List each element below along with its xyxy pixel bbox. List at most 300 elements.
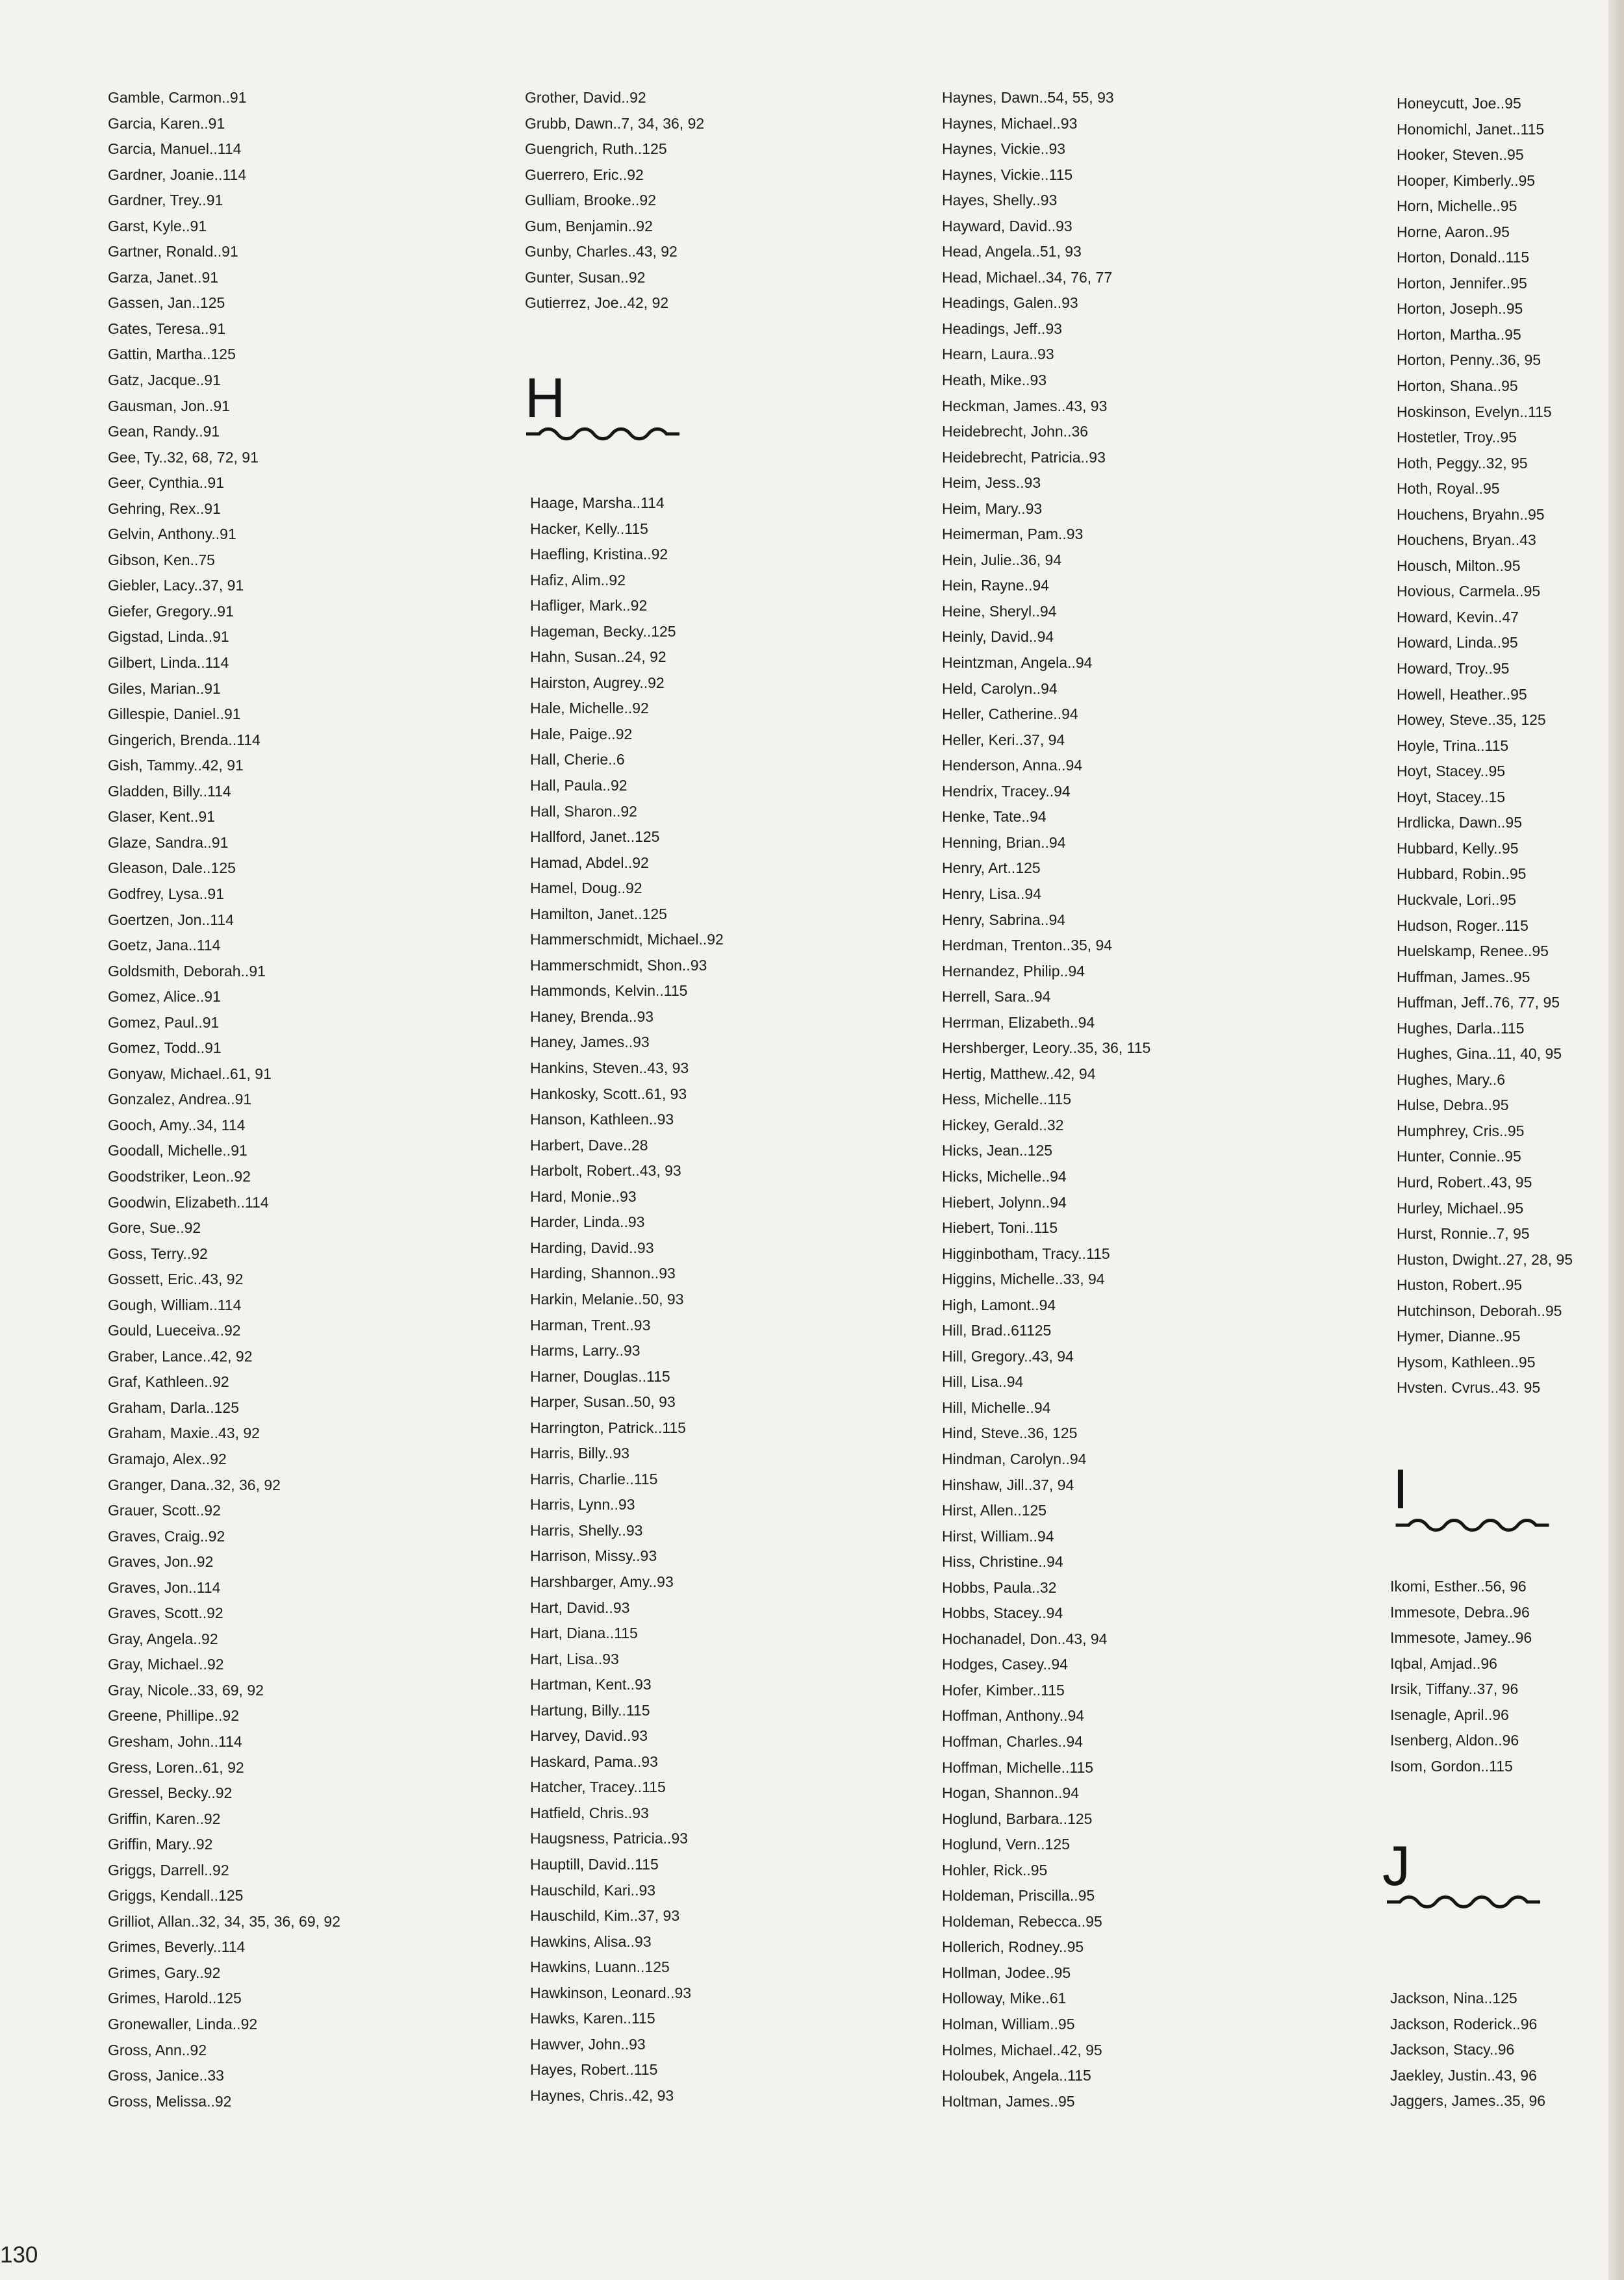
index-entry: Horton, Jennifer..95 <box>1397 274 1527 292</box>
index-entry: Giles, Marian..91 <box>108 679 221 697</box>
index-entry: Gunter, Susan..92 <box>525 268 646 286</box>
index-entry: Gomez, Alice..91 <box>108 988 221 1006</box>
index-entry: Gates, Teresa..91 <box>108 320 226 337</box>
index-entry: Higgins, Michelle..33, 94 <box>942 1271 1105 1288</box>
page-edge <box>1608 0 1624 2280</box>
index-entry: Gould, Lueceiva..92 <box>108 1322 241 1339</box>
index-entry: Heller, Keri..37, 94 <box>942 731 1065 748</box>
index-entry: Gronewaller, Linda..92 <box>108 2016 258 2033</box>
index-entry: Hall, Paula..92 <box>530 777 628 794</box>
index-entry: Jackson, Nina..125 <box>1390 1990 1517 2007</box>
index-entry: Hoglund, Barbara..125 <box>942 1810 1093 1827</box>
index-entry: Hochanadel, Don..43, 94 <box>942 1630 1108 1647</box>
index-entry: Howard, Kevin..47 <box>1397 608 1519 626</box>
index-entry: Goodwin, Elizabeth..114 <box>108 1193 269 1211</box>
index-entry: Honeycutt, Joe..95 <box>1397 95 1521 112</box>
index-entry: Haynes, Vickie..93 <box>942 140 1066 158</box>
index-entry: Hiss, Christine..94 <box>942 1553 1063 1571</box>
index-entry: Haugsness, Patricia..93 <box>530 1830 688 1847</box>
index-entry: Haynes, Michael..93 <box>942 114 1078 132</box>
index-entry: Hershberger, Leory..35, 36, 115 <box>942 1039 1151 1057</box>
index-entry: Hubbard, Kelly..95 <box>1397 839 1519 857</box>
index-entry: Isenberg, Aldon..96 <box>1390 1732 1519 1749</box>
index-entry: Hovious, Carmela..95 <box>1397 583 1541 600</box>
index-entry: Hutchinson, Deborah..95 <box>1397 1302 1562 1319</box>
index-entry: Henderson, Anna..94 <box>942 757 1083 774</box>
index-entry: Hobbs, Stacey..94 <box>942 1604 1063 1622</box>
index-entry: Hill, Gregory..43, 94 <box>942 1347 1074 1365</box>
index-entry: Isom, Gordon..115 <box>1390 1757 1513 1775</box>
index-entry: Gausman, Jon..91 <box>108 397 230 414</box>
index-entry: Hernandez, Philip..94 <box>942 962 1085 980</box>
index-column-4 <box>1397 91 1573 1401</box>
index-entry: Hall, Cherie..6 <box>530 751 625 768</box>
index-entry: Gamble, Carmon..91 <box>108 89 247 106</box>
index-entry: Horton, Penny..36, 95 <box>1397 351 1542 369</box>
index-entry: Henry, Art..125 <box>942 859 1041 877</box>
index-entry: Hahn, Susan..24, 92 <box>530 648 666 666</box>
index-entry: Graham, Maxie..43, 92 <box>108 1425 260 1442</box>
index-entry: Haefling, Kristina..92 <box>530 546 668 563</box>
index-entry: Holdeman, Priscilla..95 <box>942 1887 1095 1905</box>
index-entry: Henning, Brian..94 <box>942 833 1066 851</box>
index-entry: Garcia, Manuel..114 <box>108 140 242 158</box>
index-entry: Griffin, Karen..92 <box>108 1810 221 1827</box>
index-entry: Iqbal, Amjad..96 <box>1390 1654 1497 1672</box>
index-entry: Harkin, Melanie..50, 93 <box>530 1290 684 1308</box>
index-entry: Holman, William..95 <box>942 2016 1075 2033</box>
index-entry: Hageman, Becky..125 <box>530 622 676 640</box>
index-entry: Grimes, Harold..125 <box>108 1990 242 2007</box>
index-entry: Hoyt, Stacey..15 <box>1397 788 1506 805</box>
index-entry: Hicks, Jean..125 <box>942 1142 1053 1159</box>
index-entry: Hein, Julie..36, 94 <box>942 551 1062 568</box>
index-entry: Hauptill, David..115 <box>530 1855 659 1873</box>
index-entry: Godfrey, Lysa..91 <box>108 885 224 902</box>
index-entry: Hollerich, Rodney..95 <box>942 1938 1084 1956</box>
index-entry: Graf, Kathleen..92 <box>108 1373 229 1391</box>
index-entry: Honomichl, Janet..115 <box>1397 120 1545 138</box>
index-entry: Hayward, David..93 <box>942 217 1072 234</box>
index-entry: Griggs, Darrell..92 <box>108 1861 229 1879</box>
index-entry: Hafliger, Mark..92 <box>530 597 648 614</box>
wave-ornament-icon <box>1382 1894 1545 1910</box>
index-entry: Gattin, Martha..125 <box>108 346 236 363</box>
index-entry: Hale, Michelle..92 <box>530 700 649 717</box>
index-entry: Hendrix, Tracey..94 <box>942 782 1071 800</box>
index-entry: Hawks, Karen..115 <box>530 2010 655 2027</box>
index-entry: Hindman, Carolyn..94 <box>942 1450 1087 1467</box>
index-entry: Giefer, Gregory..91 <box>108 602 234 620</box>
index-entry: Horton, Shana..95 <box>1397 377 1518 395</box>
index-entry: Hein, Rayne..94 <box>942 577 1049 594</box>
index-entry: Hill, Brad..61125 <box>942 1322 1052 1339</box>
letter-j-heading: J <box>1382 1835 1410 1897</box>
index-entry: Head, Angela..51, 93 <box>942 243 1082 260</box>
index-entry: Heim, Jess..93 <box>942 474 1041 492</box>
index-entry: Hodges, Casey..94 <box>942 1656 1068 1673</box>
index-entry: Houchens, Bryan..43 <box>1397 531 1536 549</box>
index-entry: Gassen, Jan..125 <box>108 294 225 312</box>
index-entry: Hvsten. Cvrus..43. 95 <box>1397 1379 1541 1397</box>
index-entry: Hooper, Kimberly..95 <box>1397 171 1536 189</box>
index-entry: Holdeman, Rebecca..95 <box>942 1912 1102 1930</box>
index-entry: Hafiz, Alim..92 <box>530 571 626 589</box>
index-entry: Harbolt, Robert..43, 93 <box>530 1162 681 1180</box>
index-entry: Gulliam, Brooke..92 <box>525 192 656 209</box>
index-entry: Goss, Terry..92 <box>108 1245 208 1262</box>
index-entry: Huckvale, Lori..95 <box>1397 891 1517 908</box>
index-entry: Gehring, Rex..91 <box>108 500 221 517</box>
letter-h-heading: H <box>525 367 566 429</box>
index-entry: Greene, Phillipe..92 <box>108 1707 240 1725</box>
index-entry: Gonzalez, Andrea..91 <box>108 1091 252 1108</box>
index-entry: Griggs, Kendall..125 <box>108 1887 244 1905</box>
index-entry: Hairston, Augrey..92 <box>530 674 665 691</box>
index-entry: Gore, Sue..92 <box>108 1219 201 1237</box>
index-entry: Hayes, Shelly..93 <box>942 192 1058 209</box>
index-entry: Hoffman, Michelle..115 <box>942 1758 1094 1776</box>
index-entry: Harshbarger, Amy..93 <box>530 1573 674 1590</box>
letter-i-heading: I <box>1393 1458 1408 1521</box>
index-entry: Haskard, Pama..93 <box>530 1753 658 1770</box>
index-entry: Hankins, Steven..43, 93 <box>530 1059 689 1077</box>
index-entry: Holloway, Mike..61 <box>942 1990 1067 2007</box>
index-entry: Garst, Kyle..91 <box>108 217 207 234</box>
index-entry: Gomez, Paul..91 <box>108 1013 220 1031</box>
index-entry: Hatcher, Tracey..115 <box>530 1779 666 1796</box>
index-entry: Heller, Catherine..94 <box>942 705 1078 723</box>
index-entry: Hughes, Mary..6 <box>1397 1070 1506 1088</box>
index-entry: Hobbs, Paula..32 <box>942 1578 1057 1596</box>
index-entry: Hoglund, Vern..125 <box>942 1836 1070 1853</box>
index-entry: Hurley, Michael..95 <box>1397 1199 1524 1217</box>
index-entry: Hammonds, Kelvin..115 <box>530 982 688 1000</box>
index-entry: Horn, Michelle..95 <box>1397 197 1517 215</box>
index-entry: Howard, Linda..95 <box>1397 634 1518 652</box>
index-entry: Harbert, Dave..28 <box>530 1136 648 1154</box>
index-entry: Gough, William..114 <box>108 1296 242 1313</box>
index-entry: Geer, Cynthia..91 <box>108 474 224 492</box>
index-entry: Heinly, David..94 <box>942 628 1054 646</box>
index-entry: Haynes, Chris..42, 93 <box>530 2086 674 2104</box>
index-entry: Hiebert, Toni..115 <box>942 1219 1058 1237</box>
section-letter-h <box>525 367 681 442</box>
index-entry: Hall, Sharon..92 <box>530 802 637 820</box>
index-entry: Garza, Janet..91 <box>108 268 219 286</box>
index-entry: Harris, Billy..93 <box>530 1445 629 1462</box>
index-entry: Head, Michael..34, 76, 77 <box>942 268 1113 286</box>
index-entry: Immesote, Jamey..96 <box>1390 1629 1532 1647</box>
wave-ornament-icon <box>525 426 681 442</box>
index-entry: Horton, Joseph..95 <box>1397 300 1523 318</box>
index-entry: Hughes, Gina..11, 40, 95 <box>1397 1045 1562 1063</box>
index-entry: Gress, Loren..61, 92 <box>108 1758 244 1776</box>
index-entry: Harman, Trent..93 <box>530 1316 651 1334</box>
index-entry: Gross, Janice..33 <box>108 2067 224 2084</box>
index-entry: Ikomi, Esther..56, 96 <box>1390 1578 1527 1595</box>
index-entry: Hartman, Kent..93 <box>530 1676 652 1693</box>
index-entry: Heath, Mike..93 <box>942 372 1047 389</box>
index-entry: Gingerich, Brenda..114 <box>108 731 260 748</box>
index-entry: Jaggers, James..35, 96 <box>1390 2092 1546 2110</box>
index-entry: Henry, Lisa..94 <box>942 885 1041 902</box>
section-letter-i <box>1393 1458 1552 1533</box>
index-entry: Gray, Nicole..33, 69, 92 <box>108 1681 264 1699</box>
index-entry: Gutierrez, Joe..42, 92 <box>525 294 669 312</box>
index-entry: Horton, Martha..95 <box>1397 325 1521 343</box>
index-entry: Hoffman, Anthony..94 <box>942 1707 1085 1725</box>
index-column-4-j <box>1390 1986 1545 2114</box>
index-entry: Headings, Galen..93 <box>942 294 1078 312</box>
index-entry: Hill, Michelle..94 <box>942 1399 1051 1416</box>
index-entry: Howard, Troy..95 <box>1397 660 1510 678</box>
index-entry: Jackson, Roderick..96 <box>1390 2015 1538 2033</box>
index-entry: Hart, Lisa..93 <box>530 1650 619 1667</box>
index-entry: Held, Carolyn..94 <box>942 679 1058 697</box>
index-entry: Hickey, Gerald..32 <box>942 1116 1064 1134</box>
index-entry: Goldsmith, Deborah..91 <box>108 962 266 980</box>
index-entry: Gresham, John..114 <box>108 1733 242 1750</box>
index-entry: Goertzen, Jon..114 <box>108 911 234 928</box>
index-entry: Hallford, Janet..125 <box>530 828 660 846</box>
index-entry: Hubbard, Robin..95 <box>1397 865 1527 883</box>
index-entry: Hirst, William..94 <box>942 1527 1054 1545</box>
index-entry: Huffman, Jeff..76, 77, 95 <box>1397 994 1560 1011</box>
index-entry: Immesote, Debra..96 <box>1390 1603 1530 1621</box>
index-entry: Gatz, Jacque..91 <box>108 372 221 389</box>
index-entry: Gooch, Amy..34, 114 <box>108 1116 246 1134</box>
index-entry: Hard, Monie..93 <box>530 1187 637 1205</box>
index-entry: Harvey, David..93 <box>530 1727 648 1745</box>
index-entry: Jaekley, Justin..43, 96 <box>1390 2066 1537 2084</box>
index-entry: Giebler, Lacy..37, 91 <box>108 577 244 594</box>
index-entry: Isenagle, April..96 <box>1390 1706 1509 1723</box>
index-entry: Haney, James..93 <box>530 1033 650 1051</box>
index-entry: Henry, Sabrina..94 <box>942 911 1066 928</box>
index-entry: Hoffman, Charles..94 <box>942 1733 1083 1750</box>
index-column-3 <box>942 85 1150 2114</box>
index-entry: Hertig, Matthew..42, 94 <box>942 1065 1096 1082</box>
index-entry: Hale, Paige..92 <box>530 725 633 742</box>
index-entry: Higginbotham, Tracy..115 <box>942 1245 1110 1262</box>
index-entry: Graham, Darla..125 <box>108 1399 239 1416</box>
index-entry: Heine, Sheryl..94 <box>942 602 1057 620</box>
index-entry: Gladden, Billy..114 <box>108 782 231 800</box>
index-entry: Hawkinson, Leonard..93 <box>530 1984 692 2001</box>
index-entry: Heidebrecht, John..36 <box>942 423 1089 440</box>
index-entry: Hulse, Debra..95 <box>1397 1096 1509 1114</box>
index-entry: Grother, David..92 <box>525 89 646 106</box>
index-entry: Harding, Shannon..93 <box>530 1265 676 1282</box>
index-entry: Humphrey, Cris..95 <box>1397 1122 1525 1139</box>
index-entry: Hymer, Dianne..95 <box>1397 1328 1521 1345</box>
index-entry: Gigstad, Linda..91 <box>108 628 229 646</box>
index-entry: Hacker, Kelly..115 <box>530 520 648 537</box>
index-entry: Herrman, Elizabeth..94 <box>942 1013 1095 1031</box>
index-entry: Hamilton, Janet..125 <box>530 905 667 922</box>
g-continued-list <box>525 85 704 316</box>
index-entry: Guerrero, Eric..92 <box>525 166 644 183</box>
index-entry: Harper, Susan..50, 93 <box>530 1393 676 1411</box>
index-entry: Gee, Ty..32, 68, 72, 91 <box>108 448 259 466</box>
index-entry: Gibson, Ken..75 <box>108 551 215 568</box>
index-entry: Hamad, Abdel..92 <box>530 854 649 871</box>
index-entry: Hart, Diana..115 <box>530 1625 638 1642</box>
index-entry: Heim, Mary..93 <box>942 500 1043 517</box>
index-entry: Heimerman, Pam..93 <box>942 526 1084 543</box>
index-entry: Hughes, Darla..115 <box>1397 1019 1525 1037</box>
index-entry: Harms, Larry..93 <box>530 1342 641 1360</box>
index-entry: Huston, Dwight..27, 28, 95 <box>1397 1250 1573 1268</box>
index-entry: Gross, Ann..92 <box>108 2041 207 2058</box>
index-entry: Goodstriker, Leon..92 <box>108 1167 251 1185</box>
index-entry: Hawkins, Luann..125 <box>530 1958 670 1976</box>
wave-ornament-icon <box>1393 1517 1552 1533</box>
index-entry: Graves, Jon..114 <box>108 1578 221 1596</box>
index-entry: Harris, Shelly..93 <box>530 1521 643 1539</box>
index-entry: Griffin, Mary..92 <box>108 1836 213 1853</box>
index-entry: Gleason, Dale..125 <box>108 859 236 877</box>
index-entry: Hinshaw, Jill..37, 94 <box>942 1476 1074 1493</box>
index-entry: Harrington, Patrick..115 <box>530 1419 686 1436</box>
index-entry: Hurd, Robert..43, 95 <box>1397 1173 1532 1191</box>
index-entry: Harder, Linda..93 <box>530 1213 645 1231</box>
index-entry: Holoubek, Angela..115 <box>942 2067 1091 2084</box>
index-entry: Hudson, Roger..115 <box>1397 917 1529 934</box>
index-entry: Herrell, Sara..94 <box>942 988 1051 1006</box>
index-entry: Henke, Tate..94 <box>942 808 1047 826</box>
index-entry: Harner, Douglas..115 <box>530 1367 670 1385</box>
index-entry: Jackson, Stacy..96 <box>1390 2041 1515 2058</box>
index-entry: Gilbert, Linda..114 <box>108 654 229 672</box>
index-entry: Hamel, Doug..92 <box>530 880 642 897</box>
index-entry: Graves, Scott..92 <box>108 1604 223 1622</box>
index-entry: Irsik, Tiffany..37, 96 <box>1390 1680 1519 1698</box>
index-entry: Harding, David..93 <box>530 1239 654 1256</box>
index-entry: Hoth, Peggy..32, 95 <box>1397 454 1528 472</box>
index-entry: Graves, Jon..92 <box>108 1553 214 1571</box>
index-entry: Headings, Jeff..93 <box>942 320 1062 337</box>
index-entry: Haage, Marsha..114 <box>530 494 665 511</box>
index-entry: Guengrich, Ruth..125 <box>525 140 667 158</box>
index-entry: Hohler, Rick..95 <box>942 1861 1048 1879</box>
index-entry: Hooker, Steven..95 <box>1397 146 1524 164</box>
index-entry: Harris, Charlie..115 <box>530 1470 658 1488</box>
index-entry: Hysom, Kathleen..95 <box>1397 1353 1536 1371</box>
index-entry: Gross, Melissa..92 <box>108 2092 232 2110</box>
index-entry: Haney, Brenda..93 <box>530 1007 654 1025</box>
index-entry: Hearn, Laura..93 <box>942 346 1054 363</box>
index-entry: Grubb, Dawn..7, 34, 36, 92 <box>525 114 705 132</box>
index-entry: Hill, Lisa..94 <box>942 1373 1024 1391</box>
index-entry: Haynes, Vickie..115 <box>942 166 1073 183</box>
index-entry: Huffman, James..95 <box>1397 968 1530 985</box>
index-entry: Horton, Donald..115 <box>1397 249 1530 266</box>
section-letter-j <box>1382 1835 1545 1910</box>
index-entry: Haynes, Dawn..54, 55, 93 <box>942 89 1114 106</box>
index-entry: Gomez, Todd..91 <box>108 1039 222 1057</box>
index-entry: Hicks, Michelle..94 <box>942 1167 1067 1185</box>
index-entry: Houchens, Bryahn..95 <box>1397 505 1545 523</box>
index-entry: Grimes, Gary..92 <box>108 1964 221 1981</box>
index-entry: Hollman, Jodee..95 <box>942 1964 1071 1981</box>
index-entry: Gonyaw, Michael..61, 91 <box>108 1065 272 1082</box>
index-entry: Hawkins, Alisa..93 <box>530 1932 652 1950</box>
index-entry: Hartung, Billy..115 <box>530 1701 650 1719</box>
index-column-1 <box>108 85 340 2114</box>
index-column-2 <box>525 85 704 316</box>
index-entry: Grilliot, Allan..32, 34, 35, 36, 69, 92 <box>108 1912 341 1930</box>
index-entry: Heckman, James..43, 93 <box>942 397 1108 414</box>
index-entry: Hunter, Connie..95 <box>1397 1148 1521 1165</box>
index-entry: Huston, Robert..95 <box>1397 1276 1523 1294</box>
index-entry: Holtman, James..95 <box>942 2092 1075 2110</box>
index-entry: Gartner, Ronald..91 <box>108 243 238 260</box>
index-entry: Hirst, Allen..125 <box>942 1502 1047 1519</box>
index-entry: Glaze, Sandra..91 <box>108 833 229 851</box>
index-entry: Hoth, Royal..95 <box>1397 480 1500 498</box>
index-entry: Harrison, Missy..93 <box>530 1547 657 1565</box>
index-entry: Hankosky, Scott..61, 93 <box>530 1085 687 1102</box>
index-entry: High, Lamont..94 <box>942 1296 1056 1313</box>
index-entry: Holmes, Michael..42, 95 <box>942 2041 1102 2058</box>
index-entry: Goodall, Michelle..91 <box>108 1142 247 1159</box>
index-entry: Glaser, Kent..91 <box>108 808 215 826</box>
index-entry: Hatfield, Chris..93 <box>530 1804 649 1821</box>
index-entry: Hogan, Shannon..94 <box>942 1784 1080 1802</box>
index-entry: Gray, Angela..92 <box>108 1630 218 1647</box>
index-entry: Gramajo, Alex..92 <box>108 1450 227 1467</box>
index-entry: Hoskinson, Evelyn..115 <box>1397 403 1552 420</box>
index-entry: Gressel, Becky..92 <box>108 1784 233 1802</box>
index-entry: Hawver, John..93 <box>530 2035 646 2053</box>
index-entry: Gillespie, Daniel..91 <box>108 705 241 723</box>
index-entry: Gunby, Charles..43, 92 <box>525 243 678 260</box>
index-entry: Hind, Steve..36, 125 <box>942 1425 1078 1442</box>
index-entry: Gossett, Eric..43, 92 <box>108 1271 244 1288</box>
index-entry: Hanson, Kathleen..93 <box>530 1111 674 1128</box>
index-entry: Gean, Randy..91 <box>108 423 220 440</box>
index-column-4-i <box>1390 1574 1532 1779</box>
index-entry: Heidebrecht, Patricia..93 <box>942 448 1106 466</box>
index-entry: Hauschild, Kari..93 <box>530 1881 656 1899</box>
index-entry: Hofer, Kimber..115 <box>942 1681 1065 1699</box>
index-entry: Grauer, Scott..92 <box>108 1502 221 1519</box>
index-entry: Housch, Milton..95 <box>1397 557 1521 574</box>
index-entry: Hess, Michelle..115 <box>942 1091 1071 1108</box>
index-entry: Graber, Lance..42, 92 <box>108 1347 253 1365</box>
index-entry: Hayes, Robert..115 <box>530 2061 658 2079</box>
index-entry: Howey, Steve..35, 125 <box>1397 711 1546 729</box>
index-entry: Graves, Craig..92 <box>108 1527 225 1545</box>
index-entry: Horne, Aaron..95 <box>1397 223 1510 240</box>
index-entry: Hrdlicka, Dawn..95 <box>1397 814 1523 831</box>
page-number: 130 <box>0 2242 38 2268</box>
index-entry: Gray, Michael..92 <box>108 1656 224 1673</box>
index-entry: Hammerschmidt, Shon..93 <box>530 956 707 974</box>
index-entry: Hoyt, Stacey..95 <box>1397 763 1506 780</box>
index-entry: Hurst, Ronnie..7, 95 <box>1397 1225 1530 1243</box>
index-entry: Hauschild, Kim..37, 93 <box>530 1907 680 1925</box>
index-entry: Herdman, Trenton..35, 94 <box>942 937 1113 954</box>
index-entry: Gum, Benjamin..92 <box>525 217 653 234</box>
index-entry: Gelvin, Anthony..91 <box>108 526 236 543</box>
index-entry: Gish, Tammy..42, 91 <box>108 757 244 774</box>
index-entry: Gardner, Joanie..114 <box>108 166 247 183</box>
index-entry: Garcia, Karen..91 <box>108 114 225 132</box>
index-entry: Huelskamp, Renee..95 <box>1397 943 1549 960</box>
